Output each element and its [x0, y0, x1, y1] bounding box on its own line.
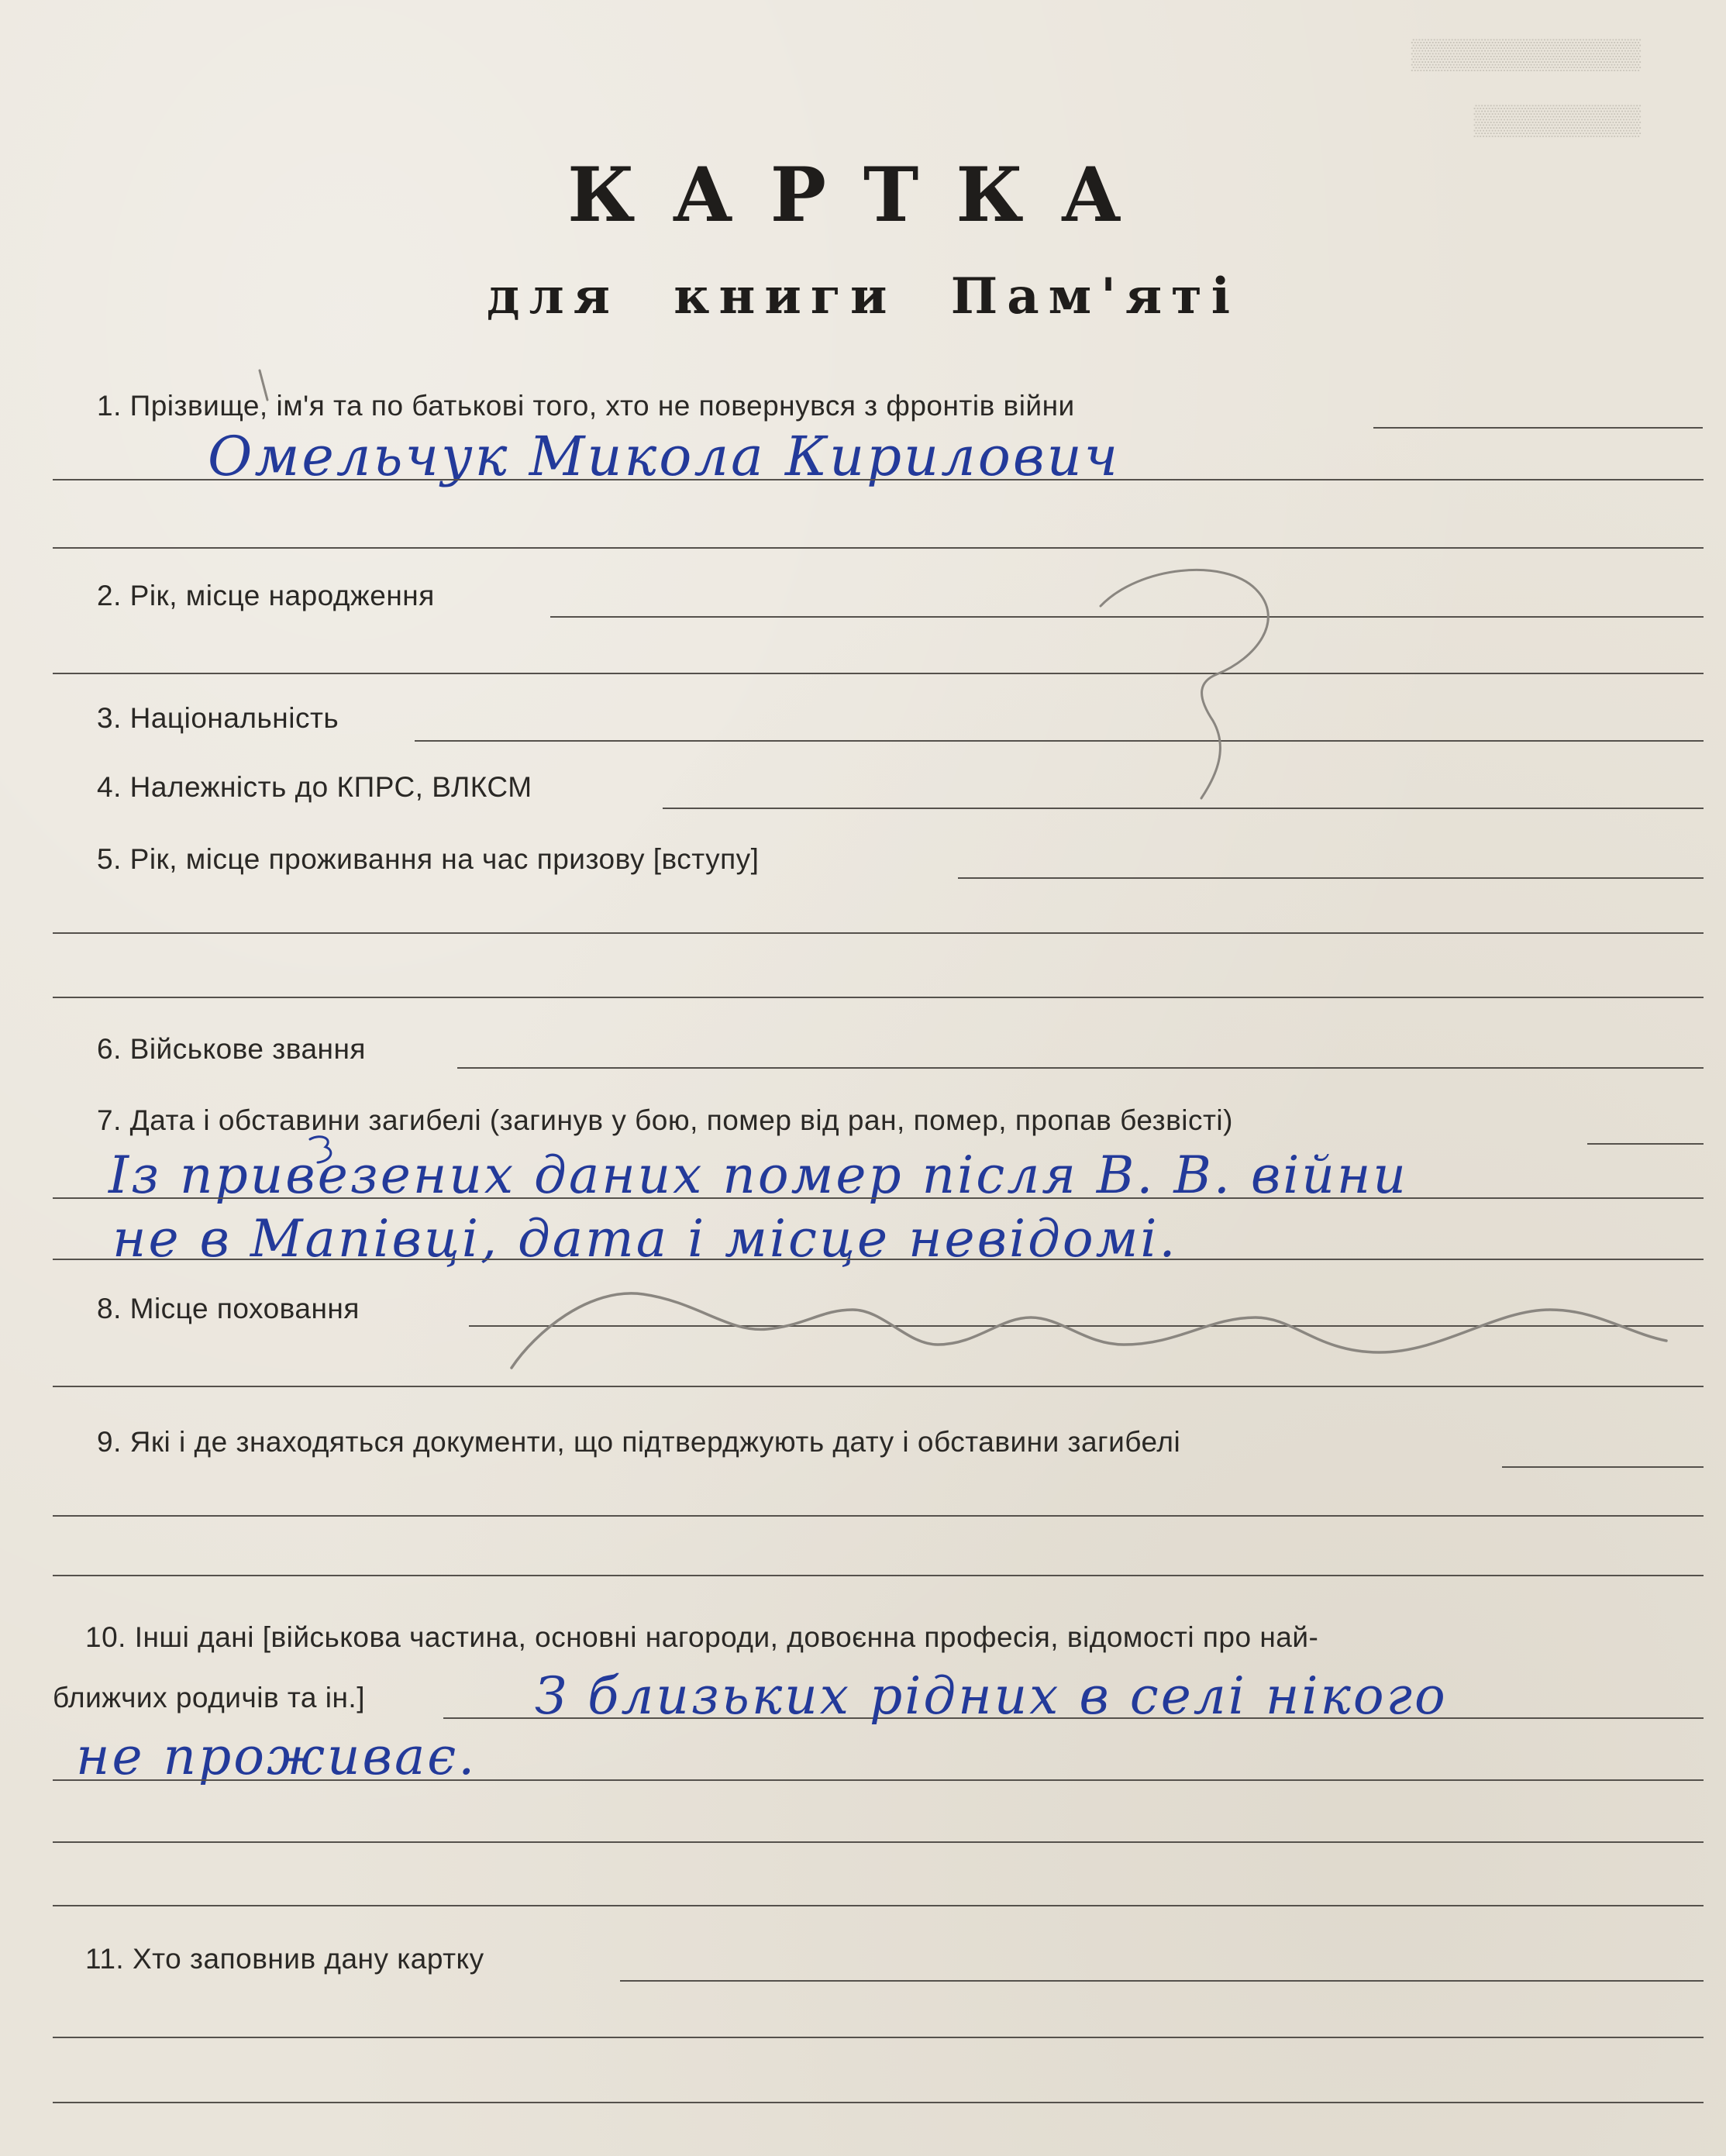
pencil-dash-mark [260, 370, 267, 400]
field-5-label: 5. Рік, місце проживання на час призову [вступу] [97, 843, 760, 875]
field-10-handwritten-line-2: не проживає. [76, 1727, 477, 1786]
field-7-handwritten-line-2: не в Мапівці, дата і місце невідомі. [112, 1209, 1178, 1269]
field-11-label: 11. Хто заповнив дану картку [85, 1943, 484, 1975]
field-7-handwritten-line-1: Із привезених даних помер після В. В. війни [109, 1145, 1408, 1205]
field-4-label: 4. Належність до КПРС, ВЛКСМ [97, 771, 532, 803]
pencil-question-mark [1101, 570, 1268, 798]
field-1-handwritten-name: Омельчук Микола Кирилович [208, 425, 1121, 488]
bleed-through-text: ▒▒▒▒▒▒▒▒▒▒▒ ▒▒▒▒▒▒▒▒ [1411, 38, 1641, 136]
field-7-label: 7. Дата і обставини загибелі (загинув у бою, помер від ран, помер, пропав безвісті) [97, 1104, 1233, 1136]
field-8-label: 8. Місце поховання [97, 1293, 360, 1324]
card-title: КАРТКА [567, 151, 1159, 239]
field-1-label: 1. Прізвище, ім'я та по батькові того, хто не повернувся з фронтів війни [97, 390, 1075, 422]
field-2-label: 2. Рік, місце народження [97, 580, 435, 611]
field-10-handwritten-line-1: З близьких рідних в селі нікого [535, 1666, 1448, 1726]
field-6-label: 6. Військове звання [97, 1033, 366, 1065]
field-9-label: 9. Які і де знаходяться документи, що підтверджують дату і обставини загибелі [97, 1426, 1181, 1458]
pencil-three-mark [310, 1137, 331, 1162]
card-subtitle: для книги Пам'яті [486, 267, 1240, 325]
field-3-label: 3. Національність [97, 702, 339, 734]
pencil-wave-line [512, 1293, 1666, 1368]
field-10-label-line-2: ближчих родичів та ін.] [53, 1682, 365, 1713]
field-10-label-line-1: 10. Інші дані [військова частина, основні нагороди, довоєнна професія, відомості про най- [85, 1621, 1319, 1653]
